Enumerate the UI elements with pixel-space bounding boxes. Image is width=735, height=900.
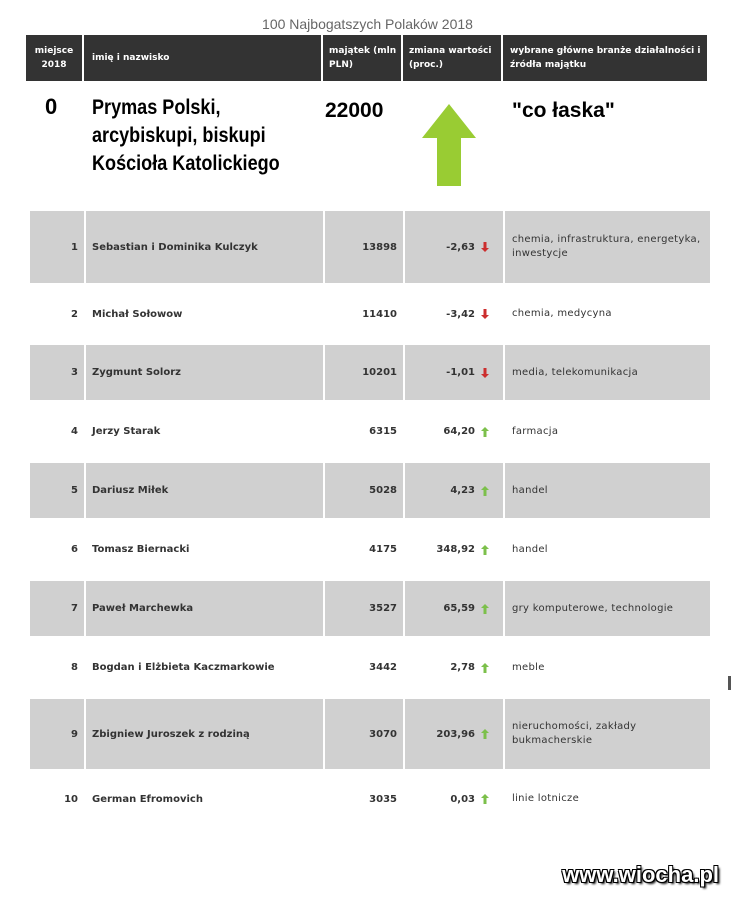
name-cell xyxy=(86,404,323,459)
rank-cell xyxy=(30,345,84,400)
sources-cell xyxy=(505,287,710,341)
change-cell-text: -1,01 xyxy=(446,367,475,378)
value-cell xyxy=(325,522,403,577)
up-arrow-icon xyxy=(481,794,489,804)
rank-cell-text: 9 xyxy=(71,728,78,740)
value-cell xyxy=(325,211,403,283)
change-cell-text: 4,23 xyxy=(450,485,475,496)
sources-cell-text: chemia, infrastruktura, energetyka, inwestycje xyxy=(512,234,701,259)
value-cell xyxy=(325,463,403,518)
change-cell xyxy=(405,699,503,769)
change-cell-text: 203,96 xyxy=(436,728,475,740)
rank-cell xyxy=(30,404,84,459)
rank-cell-text: 6 xyxy=(71,544,78,555)
name-cell-text: Dariusz Miłek xyxy=(92,485,169,496)
table-row xyxy=(30,581,710,636)
name-cell-text: Sebastian i Dominika Kulczyk xyxy=(92,241,258,253)
change-cell xyxy=(405,773,503,825)
sources-cell-text: handel xyxy=(512,543,548,555)
sources-cell-text: farmacja xyxy=(512,425,559,437)
down-arrow-icon xyxy=(481,309,489,319)
name-cell xyxy=(86,522,323,577)
sources-cell xyxy=(505,581,710,636)
sources-cell-text: nieruchomości, zakłady bukmacherskie xyxy=(512,721,637,746)
name-cell xyxy=(86,699,323,769)
value-cell-text: 3527 xyxy=(369,603,397,614)
special-name: Prymas Polski, arcybiskupi, biskupi Kościoła Katolickiego xyxy=(92,96,280,175)
rank-cell xyxy=(30,463,84,518)
name-cell xyxy=(86,211,323,283)
change-cell-text: -3,42 xyxy=(446,308,475,320)
change-cell xyxy=(405,211,503,283)
change-cell-text: 0,03 xyxy=(450,793,475,805)
rank-cell-text: 2 xyxy=(71,308,78,320)
value-cell xyxy=(325,699,403,769)
edge-mark xyxy=(728,676,731,690)
big-up-arrow-icon xyxy=(422,104,476,186)
change-cell xyxy=(405,345,503,400)
name-cell xyxy=(86,463,323,518)
value-cell xyxy=(325,287,403,341)
value-cell xyxy=(325,404,403,459)
name-cell-text: Zygmunt Solorz xyxy=(92,367,181,378)
change-cell-text: 2,78 xyxy=(450,662,475,673)
rank-cell xyxy=(30,699,84,769)
table-row xyxy=(30,522,710,577)
watermark: www.wiocha.pl xyxy=(562,862,719,887)
change-cell xyxy=(405,404,503,459)
name-cell-text: Jerzy Starak xyxy=(92,426,161,437)
header-change: zmiana wartości (proc.) xyxy=(403,35,501,81)
change-cell xyxy=(405,287,503,341)
rank-cell xyxy=(30,287,84,341)
rank-cell xyxy=(30,773,84,825)
change-cell-text: 65,59 xyxy=(443,603,475,614)
up-arrow-icon xyxy=(481,663,489,673)
down-arrow-icon xyxy=(481,368,489,378)
header-name: imię i nazwisko xyxy=(84,35,321,81)
name-cell xyxy=(86,287,323,341)
sources-cell xyxy=(505,699,710,769)
rank-cell xyxy=(30,640,84,695)
sources-cell-text: meble xyxy=(512,661,545,673)
table-row xyxy=(30,773,710,825)
value-cell xyxy=(325,773,403,825)
rank-cell xyxy=(30,581,84,636)
value-cell-text: 6315 xyxy=(369,426,397,437)
special-value: 22000 xyxy=(325,99,384,122)
change-cell xyxy=(405,581,503,636)
down-arrow-icon xyxy=(481,242,489,252)
sources-cell-text: linie lotnicze xyxy=(512,793,580,804)
rank-cell-text: 8 xyxy=(71,662,78,673)
sources-cell-text: handel xyxy=(512,484,548,496)
value-cell-text: 10201 xyxy=(362,367,397,378)
change-cell xyxy=(405,640,503,695)
name-cell xyxy=(86,773,323,825)
rank-cell xyxy=(30,522,84,577)
value-cell xyxy=(325,640,403,695)
rank-cell-text: 4 xyxy=(71,426,78,437)
table-row xyxy=(30,345,710,400)
value-cell-text: 5028 xyxy=(369,485,397,496)
rank-cell-text: 7 xyxy=(71,603,78,614)
value-cell-text: 3070 xyxy=(369,728,397,740)
table-row xyxy=(30,640,710,695)
value-cell-text: 13898 xyxy=(362,241,397,253)
sources-cell-text: media, telekomunikacja xyxy=(512,366,639,378)
header-sources: wybrane główne branże działalności i źródła majątku xyxy=(503,35,707,81)
table-caption: 100 Najbogatszych Polaków 2018 xyxy=(262,16,473,32)
sources-cell xyxy=(505,773,710,825)
special-rank: 0 xyxy=(45,94,58,119)
name-cell-text: Zbigniew Juroszek z rodziną xyxy=(92,728,250,740)
up-arrow-icon xyxy=(481,545,489,555)
value-cell-text: 11410 xyxy=(362,308,397,320)
up-arrow-icon xyxy=(481,486,489,496)
change-cell xyxy=(405,463,503,518)
value-cell xyxy=(325,345,403,400)
table-row xyxy=(30,463,710,518)
table-row xyxy=(30,211,710,283)
header-value: majątek (mln PLN) xyxy=(323,35,401,81)
rank-cell-text: 10 xyxy=(64,793,78,805)
value-cell xyxy=(325,581,403,636)
rank-cell-text: 5 xyxy=(71,485,78,496)
change-cell-text: -2,63 xyxy=(446,241,475,253)
sources-cell xyxy=(505,211,710,283)
rank-cell-text: 3 xyxy=(71,367,78,378)
name-cell xyxy=(86,640,323,695)
sources-cell xyxy=(505,522,710,577)
up-arrow-icon xyxy=(481,427,489,437)
sources-cell-text: gry komputerowe, technologie xyxy=(512,602,674,614)
up-arrow-icon xyxy=(481,604,489,614)
special-source: "co łaska" xyxy=(512,99,615,122)
name-cell xyxy=(86,345,323,400)
sources-cell xyxy=(505,345,710,400)
change-cell-text: 348,92 xyxy=(436,544,475,555)
up-arrow-icon xyxy=(481,729,489,739)
sources-cell-text: chemia, medycyna xyxy=(512,308,612,319)
name-cell-text: Bogdan i Elżbieta Kaczmarkowie xyxy=(92,662,275,673)
name-cell-text: Tomasz Biernacki xyxy=(92,544,190,555)
name-cell-text: Michał Sołowow xyxy=(92,308,183,320)
name-cell-text: German Efromovich xyxy=(92,793,203,805)
sources-cell xyxy=(505,463,710,518)
value-cell-text: 4175 xyxy=(369,544,397,555)
name-cell-text: Paweł Marchewka xyxy=(92,603,194,614)
value-cell-text: 3442 xyxy=(369,662,397,673)
value-cell-text: 3035 xyxy=(369,793,397,805)
name-cell xyxy=(86,581,323,636)
table-row xyxy=(30,287,710,341)
table-row xyxy=(30,404,710,459)
header-rank: miejsce 2018 xyxy=(26,35,82,81)
sources-cell xyxy=(505,640,710,695)
change-cell-text: 64,20 xyxy=(443,426,475,437)
change-cell xyxy=(405,522,503,577)
sources-cell xyxy=(505,404,710,459)
table-row xyxy=(30,699,710,769)
rank-cell-text: 1 xyxy=(71,241,78,253)
rank-cell xyxy=(30,211,84,283)
